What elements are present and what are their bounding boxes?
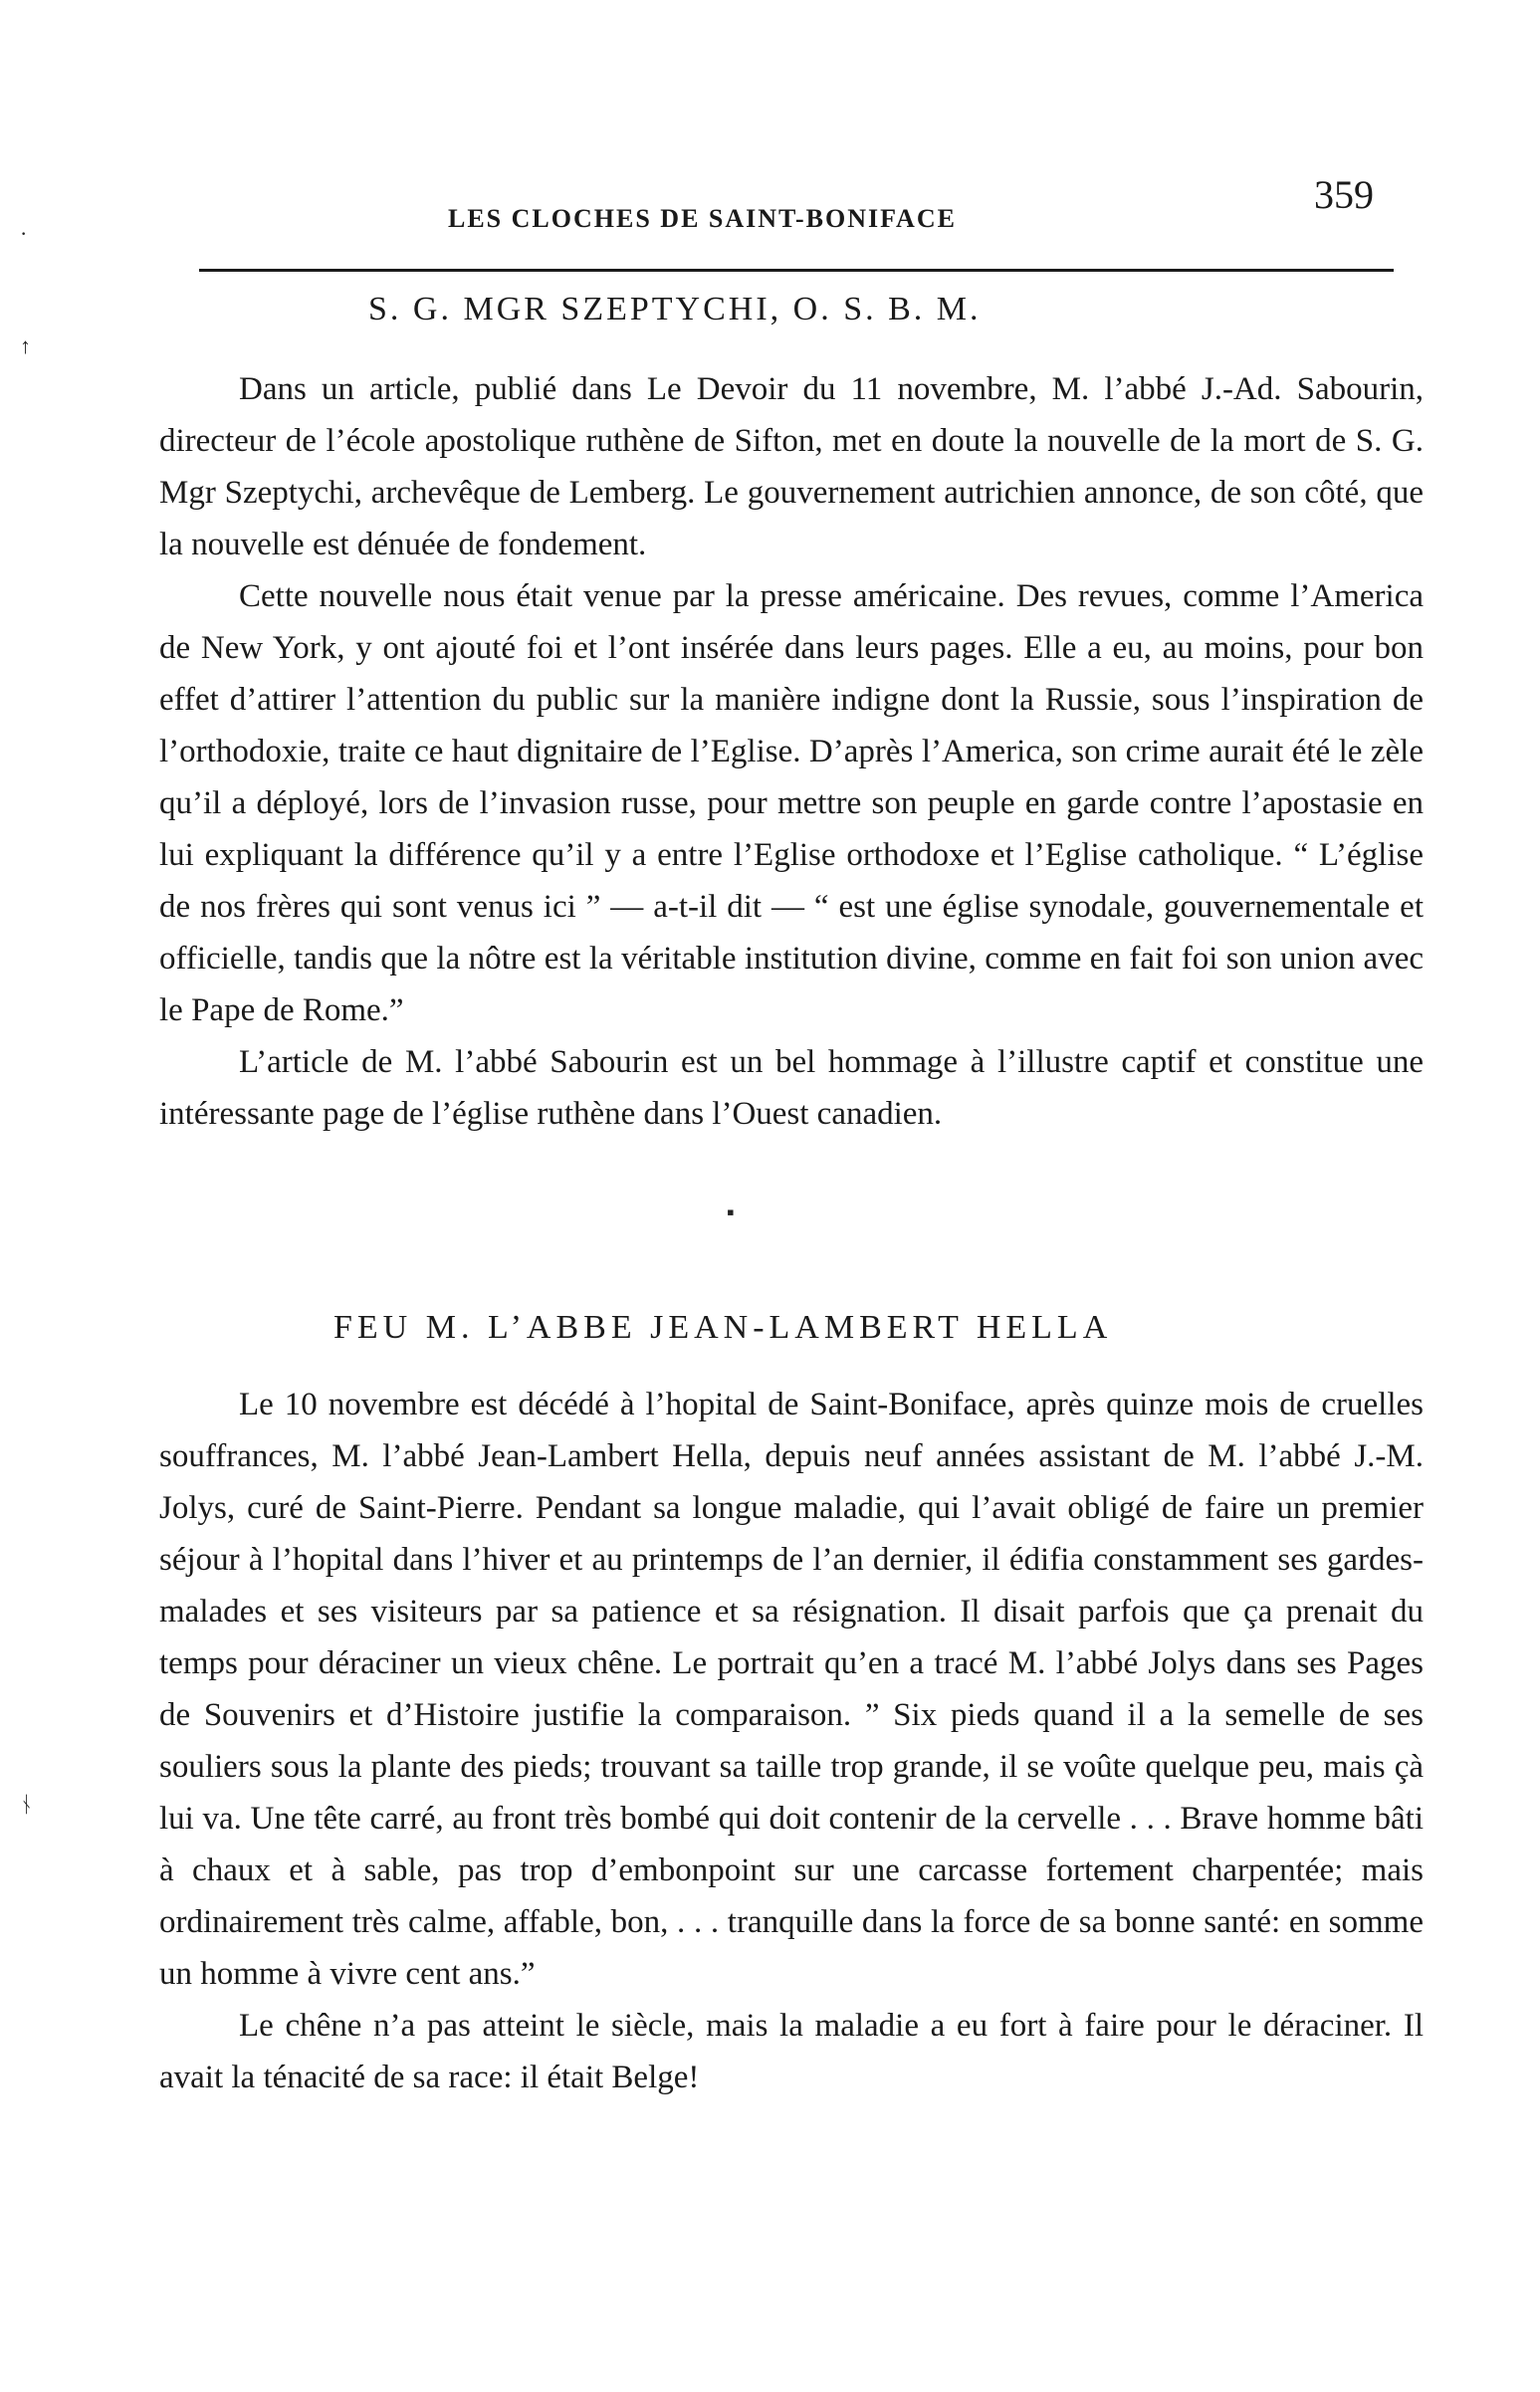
paragraph: Le 10 novembre est décédé à l’hopital de Saint-Boniface, après quinze mois de cruelles souffrances, M. l’abbé Jean-Lambert Hella, depuis neuf années assistant de M. l’abbé J.-M. Jolys, curé de Saint-Pierre. Pendant sa longue maladie, qui l’avait obligé de faire un premier séjour à l’hopital dans l’hiver et au printemps de l’an dernier, il édifia constamment ses gardes-malades et ses visiteurs par sa patience et sa résignation. Il disait parfois que ça prenait du temps pour déraciner un vieux chêne. Le portrait qu’en a tracé M. l’abbé Jolys dans ses Pages de Souvenirs et d’Histoire justifie la comparaison. ” Six pieds quand il a la semelle de ses souliers sous la plante des pieds; trouvant sa taille trop grande, il se voûte quelque peu, mais çà lui va. Une tête carré, au front très bombé qui doit contenir de la cervelle . . . Brave homme bâti à chaux et à sable, pas trop d’embonpoint sur une carcasse fortement charpentée; mais ordinairement très calme, affable, bon, . . . tranquille dans la force de sa bonne santé: en somme un homme à vivre cent ans.” [159,1387,1424,1992]
article-body-szeptychi [159,363,1424,1140]
running-title: LES CLOCHES DE SAINT-BONIFACE [448,204,957,233]
margin-mark: ↑ [20,333,31,358]
paragraph: Dans un article, publié dans Le Devoir du 11 novembre, M. l’abbé J.-Ad. Sabourin, directeur de l’école apostolique ruthène de Sifton, met en doute la nouvelle de la mort de S. G. Mgr Szeptychi, archevêque de Lemberg. Le gouvernement autrichien annonce, de son côté, que la nouvelle est dénuée de fondement. [159,371,1424,562]
article-body-hella [159,1379,1424,2103]
header-rule [199,269,1394,272]
ink-dot: ▪ [727,1199,735,1224]
margin-mark: ᚾ [20,1792,34,1817]
page-number: 359 [1314,172,1374,217]
paragraph: Le chêne n’a pas atteint le siècle, mais la maladie a eu fort à faire pour le déraciner. Il avait la ténacité de sa race: il était Belge! [159,2008,1424,2095]
article-title-szeptychi: S. G. MGR SZEPTYCHI, O. S. B. M. [368,291,982,327]
margin-mark: · [20,221,28,246]
paragraph: Cette nouvelle nous était venue par la presse américaine. Des revues, comme l’America de New York, y ont ajouté foi et l’ont insérée dans leurs pages. Elle a eu, au moins, pour bon effet d’attirer l’attention du public sur la manière indigne dont la Russie, sous l’inspiration de l’orthodoxie, traite ce haut dignitaire de l’Eglise. D’après l’America, son crime aurait été le zèle qu’il a déployé, lors de l’invasion russe, pour mettre son peuple en garde contre l’apostasie en lui expliquant la différence qu’il y a entre l’Eglise orthodoxe et l’Eglise catholique. “ L’église de nos frères qui sont venus ici ” — a-t-il dit — “ est une église synodale, gouvernementale et officielle, tandis que la nôtre est la véritable institution divine, comme en fait foi son union avec le Pape de Rome.” [159,578,1424,1028]
article-title-hella: FEU M. L’ABBE JEAN-LAMBERT HELLA [333,1309,1113,1346]
paragraph: L’article de M. l’abbé Sabourin est un bel hommage à l’illustre captif et constitue une intéressante page de l’église ruthène dans l’Ouest canadien. [159,1044,1424,1132]
